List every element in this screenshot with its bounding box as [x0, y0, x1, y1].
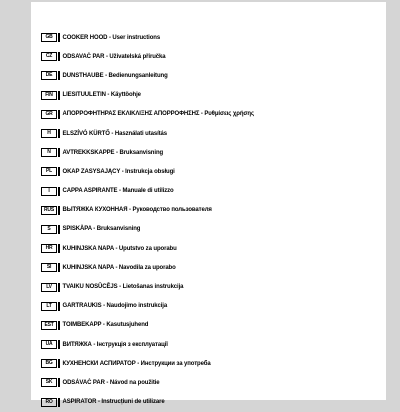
- manual-title: КУХНЕНСКИ АСПИРАТОР - Инструкции за употреба: [62, 360, 211, 368]
- language-row: [41, 297, 381, 316]
- manual-title: COOKER HOOD - User instructions: [62, 34, 161, 41]
- language-row: [41, 201, 381, 220]
- language-row: [41, 28, 381, 47]
- language-code-badge: HR: [41, 244, 57, 253]
- language-code-badge: BG: [41, 359, 57, 368]
- badge-marker: [58, 225, 60, 234]
- manual-title: OKAP ZASYSAJĄCY - Instrukcja obsługi: [62, 168, 175, 176]
- language-code-badge: LV: [41, 283, 57, 292]
- language-code-badge: DE: [41, 71, 57, 80]
- language-row: [41, 239, 381, 258]
- badge-marker: [58, 187, 60, 196]
- badge-marker: [58, 110, 60, 119]
- language-code-badge: N: [41, 148, 57, 157]
- language-code-badge: RO: [41, 398, 57, 407]
- manual-title: KUHINJSKA NAPA - Uputstvo za uporabu: [62, 245, 177, 252]
- language-row: [41, 354, 381, 373]
- badge-marker: [58, 359, 60, 368]
- manual-title: TVAIKU NOSŪCĒJS - Lietošanas instrukcija: [62, 283, 184, 291]
- language-code-badge: SK: [41, 378, 57, 387]
- language-row: [41, 105, 381, 124]
- badge-marker: [58, 283, 60, 292]
- manual-title: ELSZÍVÓ KÜRTŐ - Használati utasítás: [62, 130, 168, 137]
- manual-title: ODSÁVAČ PAR - Návod na použitie: [62, 379, 160, 387]
- badge-marker: [58, 71, 60, 80]
- language-row: [41, 373, 381, 392]
- language-code-badge: S: [41, 225, 57, 234]
- badge-marker: [58, 321, 60, 330]
- badge-marker: [58, 378, 60, 387]
- language-code-badge: GR: [41, 110, 57, 119]
- manual-title: LIESITUULETIN - Käyttöohje: [62, 91, 141, 99]
- language-row: [41, 335, 381, 354]
- language-code-badge: RUS: [41, 206, 57, 215]
- badge-marker: [58, 167, 60, 176]
- manual-title: ΑΠΟΡΡΟΦΗΤΗΡΑΣ ΕΚΛΙΚΛΙΞΗΣ ΑΠΟΡΡΟΦΗΣΗΣ - Ρυθμίσεις χρήσης: [62, 111, 254, 118]
- badge-marker: [58, 33, 60, 42]
- manual-title: GARTRAUKIS - Naudojimo instrukcija: [62, 302, 168, 310]
- language-row: [41, 316, 381, 335]
- language-code-badge: EST: [41, 321, 57, 330]
- badge-marker: [58, 302, 60, 311]
- manual-title: ВЫТЯЖКА КУХОННАЯ - Руководство пользователя: [62, 206, 212, 214]
- manual-title: ВИТЯЖКА - Інструкція з експлуатації: [62, 341, 168, 348]
- language-row: [41, 86, 381, 105]
- manual-title: CAPPA ASPIRANTE - Manuale di utilizzo: [62, 187, 174, 195]
- badge-marker: [58, 263, 60, 272]
- language-code-badge: LT: [41, 302, 57, 311]
- language-code-badge: H: [41, 129, 57, 138]
- badge-marker: [58, 206, 60, 215]
- language-row: [41, 277, 381, 296]
- language-code-badge: FIN: [41, 91, 57, 100]
- document-page: [31, 2, 386, 406]
- language-row: [41, 258, 381, 277]
- language-code-badge: CZ: [41, 52, 57, 61]
- language-row: [41, 47, 381, 66]
- language-row: [41, 393, 381, 412]
- badge-marker: [58, 148, 60, 157]
- manual-title: ODSAVAČ PAR - Uživatelská příručka: [62, 53, 166, 61]
- manual-title: SPISKÅPA - Bruksanvisning: [62, 226, 141, 233]
- manual-title: ASPIRATOR - Instrucțiuni de utilizare: [62, 398, 165, 406]
- badge-marker: [58, 52, 60, 61]
- language-code-badge: SI: [41, 263, 57, 272]
- badge-marker: [58, 244, 60, 253]
- language-code-badge: I: [41, 187, 57, 196]
- language-code-badge: UA: [41, 340, 57, 349]
- language-code-badge: GB: [41, 33, 57, 42]
- language-row: [41, 124, 381, 143]
- language-row: [41, 182, 381, 201]
- manual-title: AVTREKKSKAPPE - Bruksanvisning: [62, 149, 164, 157]
- badge-marker: [58, 91, 60, 100]
- manual-title: DUNSTHAUBE - Bedienungsanleitung: [62, 72, 168, 80]
- language-row: [41, 143, 381, 162]
- language-row: [41, 66, 381, 85]
- manual-title: TOIMBEKAPP - Kasutusjuhend: [62, 322, 149, 329]
- language-row: [41, 162, 381, 181]
- language-list: [41, 28, 381, 412]
- badge-marker: [58, 398, 60, 407]
- language-code-badge: PL: [41, 167, 57, 176]
- manual-title: KUHINJSKA NAPA - Navodila za uporabo: [62, 264, 176, 272]
- language-row: [41, 220, 381, 239]
- badge-marker: [58, 340, 60, 349]
- badge-marker: [58, 129, 60, 138]
